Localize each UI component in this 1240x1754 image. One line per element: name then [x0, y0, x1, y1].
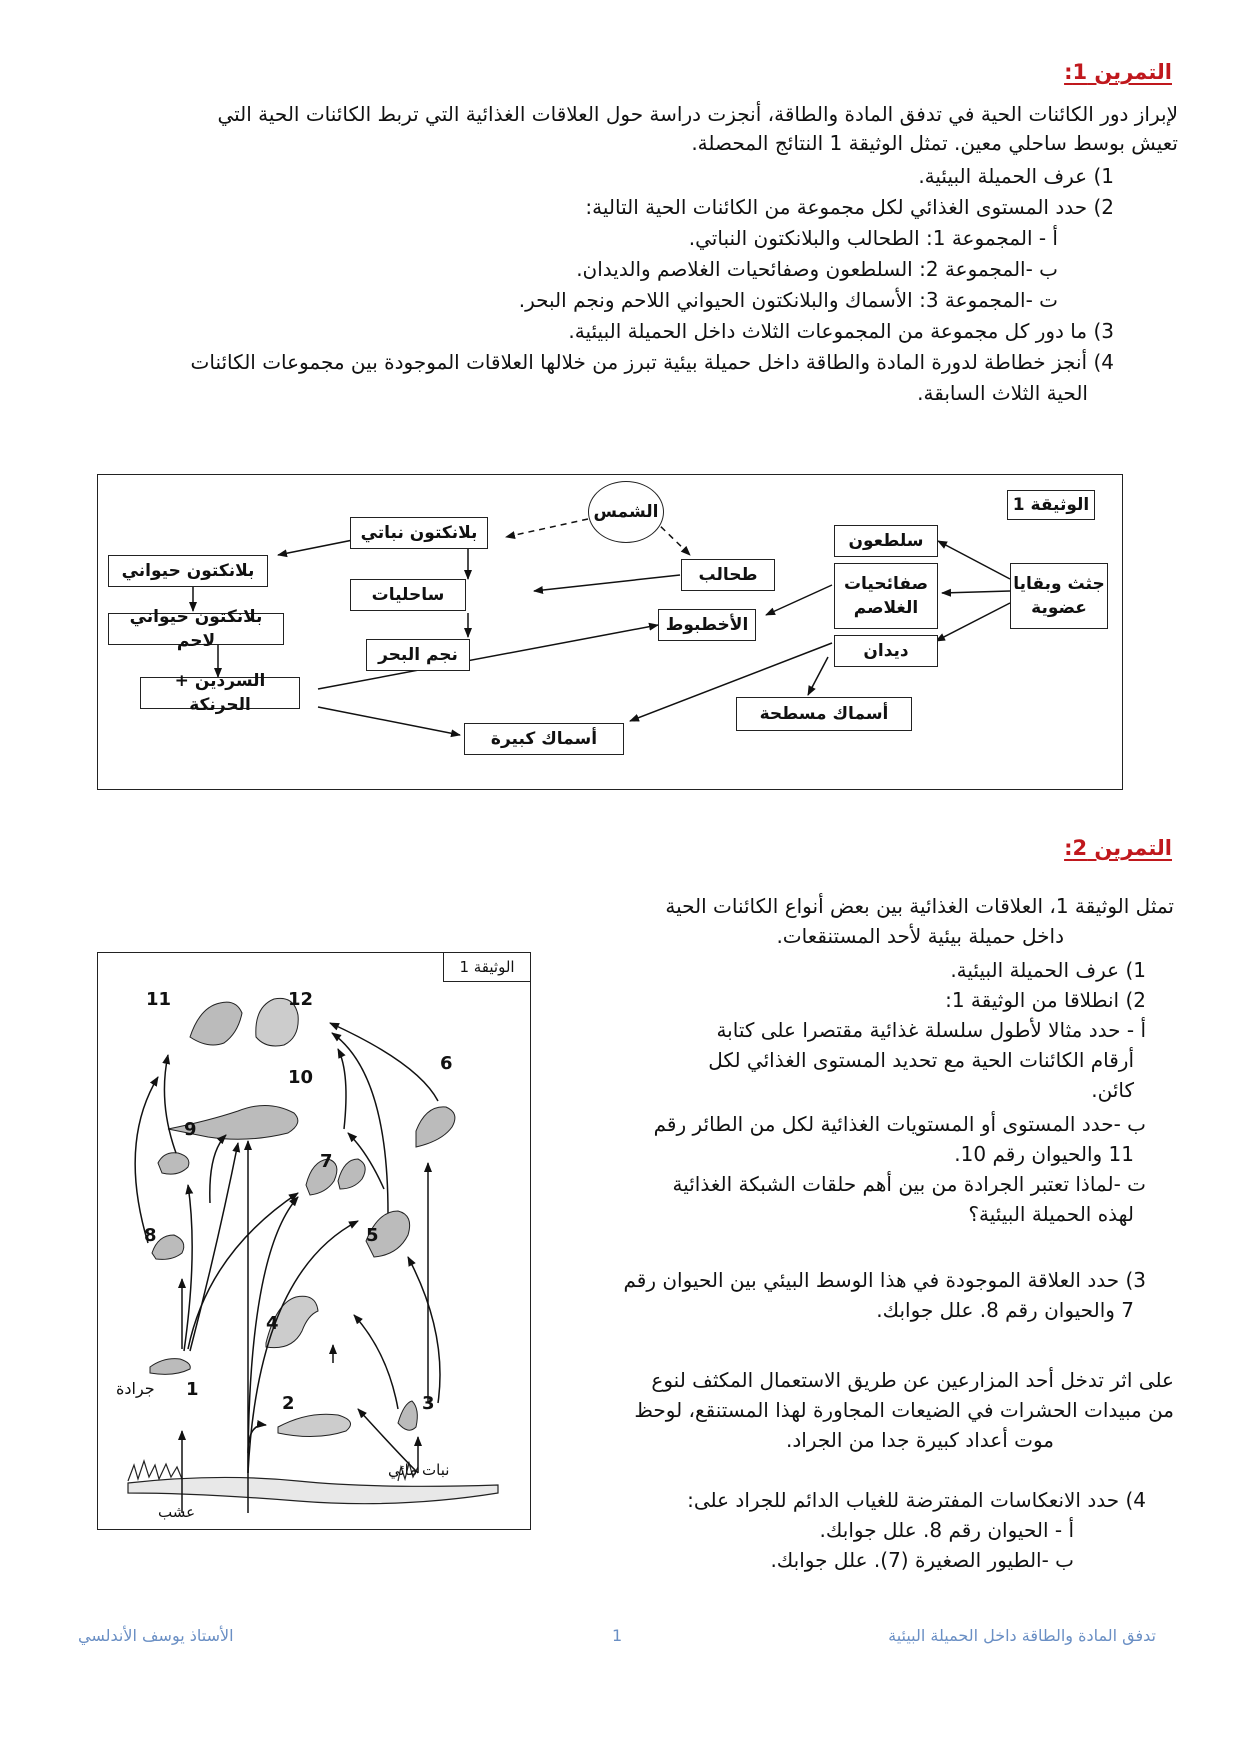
ex1-intro-line1: لإبراز دور الكائنات الحية في تدفق المادة والطاقة، أنجزت دراسة حول العلاقات الغذائية التي تربط الكائنات الحية التي [217, 102, 1178, 126]
grass-icon [128, 1461, 182, 1481]
arrow-algae-to-sahiliyat [534, 575, 680, 591]
box-sahiliyat: ساحليات [350, 579, 466, 611]
ex2-question1: 1) عرف الحميلة البيئية. [950, 958, 1146, 982]
ex2-paragraph-line1: على اثر تدخل أحد المزارعين عن طريق الاستعمال المكثف لنوع [651, 1368, 1174, 1392]
arrow-8-to-10 [210, 1135, 226, 1203]
arrow-9-to-11 [164, 1055, 176, 1153]
label-10: 10 [288, 1067, 314, 1088]
label-9: 9 [184, 1119, 197, 1140]
label-6: 6 [440, 1053, 453, 1074]
ex2-question2a-line2: أرقام الكائنات الحية مع تحديد المستوى الغذائي لكل [708, 1048, 1134, 1072]
label-1: 1 [186, 1379, 199, 1400]
arrow-3-to-5 [408, 1257, 440, 1403]
label-7: 7 [320, 1151, 333, 1172]
arrow-lamelli-to-octopus [766, 585, 832, 615]
arrow-worms-to-flatfish [808, 657, 828, 695]
document2-label: الوثيقة 1 [443, 953, 530, 982]
ex2-intro-line2: داخل حميلة بيئية لأحد المستنقعات. [776, 924, 1064, 948]
ex2-question4a: أ - الحيوان رقم 8. علل جوابك. [819, 1518, 1074, 1542]
ex1-intro-line2: تعيش بوسط ساحلي معين. تمثل الوثيقة 1 النتائج المحصلة. [691, 131, 1178, 155]
arrow-8-to-11 [135, 1077, 158, 1243]
ex2-question2a-line1: أ - حدد مثالا لأطول سلسلة غذائية مقتصرا على كتابة [716, 1018, 1146, 1042]
label-3: 3 [422, 1393, 435, 1414]
arrow-10-to-12 [338, 1049, 346, 1129]
ex2-question2: 2) انطلاقا من الوثيقة 1: [945, 988, 1146, 1012]
ex2-question3-line1: 3) حدد العلاقة الموجودة في هذا الوسط البيئي بين الحيوان رقم [623, 1268, 1146, 1292]
footer-title: تدفق المادة والطاقة داخل الحميلة البيئية [888, 1626, 1156, 1645]
document2-drawing [98, 953, 530, 1529]
label-4: 4 [266, 1313, 279, 1334]
box-organic-detritus [1010, 563, 1108, 629]
arrow-detritus-to-worms [936, 603, 1010, 641]
ex2-question4b: ب -الطيور الصغيرة (7). علل جوابك. [770, 1548, 1074, 1572]
document2-diagram [97, 952, 531, 1530]
ex1-question3: 3) ما دور كل مجموعة من المجموعات الثلاث داخل الحميلة البيئية. [568, 319, 1114, 343]
ex2-question2a-line3: كائن. [1091, 1078, 1134, 1102]
ex2-paragraph-line3: موت أعداد كبيرة جدا من الجراد. [786, 1428, 1054, 1452]
bird-11-icon [190, 1002, 242, 1045]
arrow-locust-to-9 [184, 1185, 192, 1351]
box-crab-label: سلطعون [848, 531, 924, 551]
small-birds-7-icon [306, 1159, 365, 1195]
box-big-fish: أسماك كبيرة [464, 723, 624, 755]
box-detritus-line1: جثث وبقايا [1013, 574, 1105, 594]
bird-6-icon [416, 1107, 455, 1147]
ex1-question4-line1: 4) أنجز خطاطة لدورة المادة والطاقة داخل حميلة بيئية تبرز من خلالها العلاقات الموجودة بين مجموعات الكائنات [190, 350, 1114, 374]
animal-8-icon [152, 1235, 184, 1259]
ex1-question2b: ب -المجموعة 2: السلطعون وصفائحيات الغلاصم والديدان. [576, 257, 1058, 281]
box-zooplankton: بلانكتون حيواني [108, 555, 268, 587]
box-algae: طحالب [681, 559, 775, 591]
ex2-question4: 4) حدد الانعكاسات المفترضة للغياب الدائم للجراد على: [687, 1488, 1146, 1512]
rodent-9-icon [158, 1153, 189, 1174]
snail-3-icon [398, 1401, 417, 1430]
sun-circle: الشمس [588, 481, 664, 543]
box-starfish: نجم البحر [366, 639, 470, 671]
ex1-question2: 2) حدد المستوى الغذائي لكل مجموعة من الكائنات الحية التالية: [585, 195, 1114, 219]
footer-author: الأستاذ يوسف الأندلسي [78, 1626, 234, 1645]
box-lamellibranchs-line2: الغلاصم [853, 598, 919, 618]
ex2-question2c-line2: لهذه الحميلة البيئية؟ [968, 1202, 1134, 1226]
ex2-intro-line1: تمثل الوثيقة 1، العلاقات الغذائية بين بعض أنواع الكائنات الحية [665, 894, 1174, 918]
pond-ground [128, 1477, 498, 1503]
arrow-sun-to-phyto [506, 519, 588, 537]
label-8: 8 [144, 1225, 157, 1246]
locust-1-icon [150, 1359, 190, 1375]
ex1-question2c: ت -المجموعة 3: الأسماك والبلانكتون الحيواني اللاحم ونجم البحر. [518, 288, 1058, 312]
ex2-question2c-line1: ت -لماذا تعتبر الجرادة من بين أهم حلقات الشبكة الغذائية [672, 1172, 1146, 1196]
box-octopus: الأخطبوط [658, 609, 756, 641]
ex1-question1: 1) عرف الحميلة البيئية. [918, 164, 1114, 188]
box-detritus-line2: عضوية [1031, 598, 1087, 618]
label-aquatic-plant: نبات مائي [388, 1461, 450, 1479]
label-11: 11 [146, 989, 172, 1010]
document1-label: الوثيقة 1 [1007, 490, 1095, 520]
box-lamellibranchs [834, 563, 938, 629]
box-sardine-mackerel: السردين + الحرنكة [140, 677, 300, 709]
ex2-question2b-line1: ب -حدد المستوى أو المستويات الغذائية لكل من الطائر رقم [653, 1112, 1146, 1136]
arrow-detritus-to-crab [938, 541, 1010, 579]
exercise2-title: التمرين 2: [1064, 836, 1172, 860]
box-phytoplankton: بلانكتون نباتي [350, 517, 488, 549]
fish-2-icon [278, 1414, 351, 1436]
arrow-detritus-to-lamelli [942, 591, 1010, 593]
box-worms: ديدان [834, 635, 938, 667]
ex1-question4-line2: الحية الثلاث السابقة. [917, 381, 1088, 405]
box-carnivorous-zooplankton: بلانكتون حيواني لاحم [108, 613, 284, 645]
exercise1-text [58, 102, 1178, 432]
box-flatfish: أسماك مسطحة [736, 697, 912, 731]
exercise1-title: التمرين 1: [1064, 60, 1172, 84]
ex2-question2b-line2: 11 والحيوان رقم 10. [954, 1142, 1134, 1166]
ex2-paragraph-line2: من مبيدات الحشرات في الضيعات المجاورة لهذا المستنقع، لوحظ [634, 1398, 1174, 1422]
label-grass: عشب [158, 1503, 196, 1521]
box-crab [834, 525, 938, 557]
label-locust: جرادة [116, 1379, 155, 1398]
arrow-sardine-to-bigfish [318, 707, 460, 735]
exercise2-text [554, 894, 1174, 1624]
arrow-3-to-4 [354, 1315, 398, 1409]
ex2-question3-line2: 7 والحيوان رقم 8. علل جوابك. [876, 1298, 1134, 1322]
ex1-question2a: أ - المجموعة 1: الطحالب والبلانكتون النباتي. [688, 226, 1058, 250]
footer-page-number: 1 [612, 1626, 623, 1645]
document1-diagram [97, 474, 1123, 790]
label-12: 12 [288, 989, 314, 1010]
box-lamellibranchs-line1: صفائحيات [843, 574, 929, 594]
label-2: 2 [282, 1393, 295, 1414]
arrow-locust-to-10 [190, 1143, 238, 1351]
label-5: 5 [366, 1225, 379, 1246]
